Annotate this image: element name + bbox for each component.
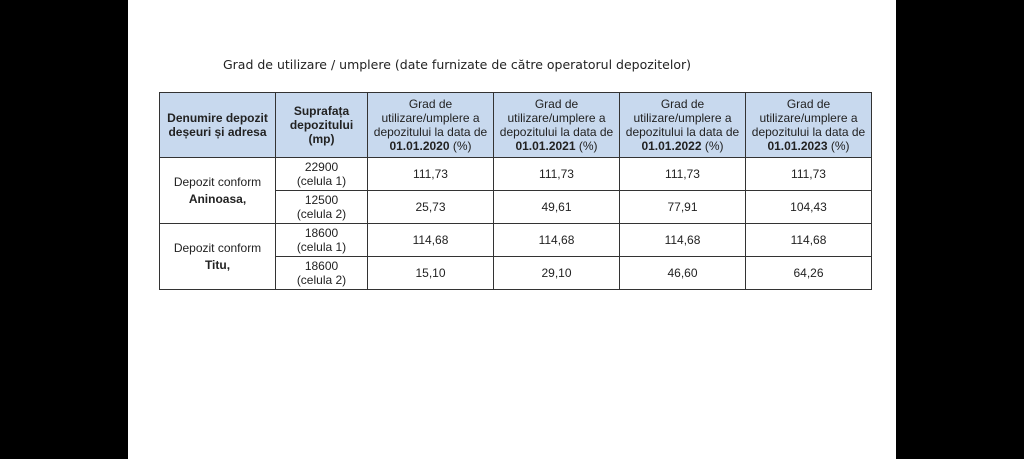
- area-value: 18600: [304, 226, 339, 240]
- header-date: 01.01.2023: [767, 139, 828, 153]
- header-date: 01.01.2022: [641, 139, 702, 153]
- header-year-2020: [368, 93, 494, 158]
- header-date: 01.01.2021: [515, 139, 576, 153]
- header-area: Suprafața depozitului (mp): [276, 93, 368, 158]
- area-value: 12500: [304, 193, 339, 207]
- value-cell: 46,60: [620, 257, 746, 290]
- cell-label: (celula 1): [296, 174, 347, 188]
- value-cell: 111,73: [746, 158, 872, 191]
- depot-name-cell: [160, 158, 276, 224]
- header-prefix: Grad de utilizare/umplere a depozitului la data de: [751, 97, 866, 139]
- value-cell: 77,91: [620, 191, 746, 224]
- area-cell: [276, 158, 368, 191]
- value-cell: 111,73: [494, 158, 620, 191]
- cell-label: (celula 1): [296, 240, 347, 254]
- value-cell: 29,10: [494, 257, 620, 290]
- header-suffix: (%): [578, 139, 598, 153]
- header-year-2023: [746, 93, 872, 158]
- header-suffix: (%): [452, 139, 472, 153]
- depot-place: Aninoasa,: [188, 191, 247, 206]
- value-cell: 114,68: [368, 224, 494, 257]
- value-cell: 64,26: [746, 257, 872, 290]
- value-cell: 111,73: [620, 158, 746, 191]
- value-cell: 25,73: [368, 191, 494, 224]
- header-prefix: Grad de utilizare/umplere a depozitului la data de: [373, 97, 488, 139]
- area-value: 22900: [304, 160, 339, 174]
- header-prefix: Grad de utilizare/umplere a depozitului la data de: [499, 97, 614, 139]
- area-cell: [276, 224, 368, 257]
- document-title: Grad de utilizare / umplere (date furnizate de către operatorul depozitelor): [222, 57, 691, 72]
- value-cell: 114,68: [746, 224, 872, 257]
- area-value: 18600: [304, 259, 339, 273]
- header-year-2022: [620, 93, 746, 158]
- header-suffix: (%): [704, 139, 724, 153]
- area-cell: [276, 257, 368, 290]
- landfill-usage-table: [159, 92, 872, 290]
- value-cell: 15,10: [368, 257, 494, 290]
- table-row: [160, 158, 872, 191]
- cell-label: (celula 2): [296, 273, 347, 287]
- header-prefix: Grad de utilizare/umplere a depozitului la data de: [625, 97, 740, 139]
- area-cell: [276, 191, 368, 224]
- header-suffix: (%): [830, 139, 850, 153]
- document-page: [128, 0, 896, 459]
- value-cell: 104,43: [746, 191, 872, 224]
- value-cell: 49,61: [494, 191, 620, 224]
- header-date: 01.01.2020: [389, 139, 450, 153]
- table-row: [160, 224, 872, 257]
- depot-place: Titu,: [204, 257, 231, 272]
- header-name: Denumire depozit deșeuri și adresa: [160, 93, 276, 158]
- header-row: [160, 93, 872, 158]
- depot-label: Depozit conform: [173, 174, 262, 189]
- cell-label: (celula 2): [296, 207, 347, 221]
- header-year-2021: [494, 93, 620, 158]
- value-cell: 114,68: [494, 224, 620, 257]
- value-cell: 111,73: [368, 158, 494, 191]
- value-cell: 114,68: [620, 224, 746, 257]
- depot-label: Depozit conform: [173, 240, 262, 255]
- depot-name-cell: [160, 224, 276, 290]
